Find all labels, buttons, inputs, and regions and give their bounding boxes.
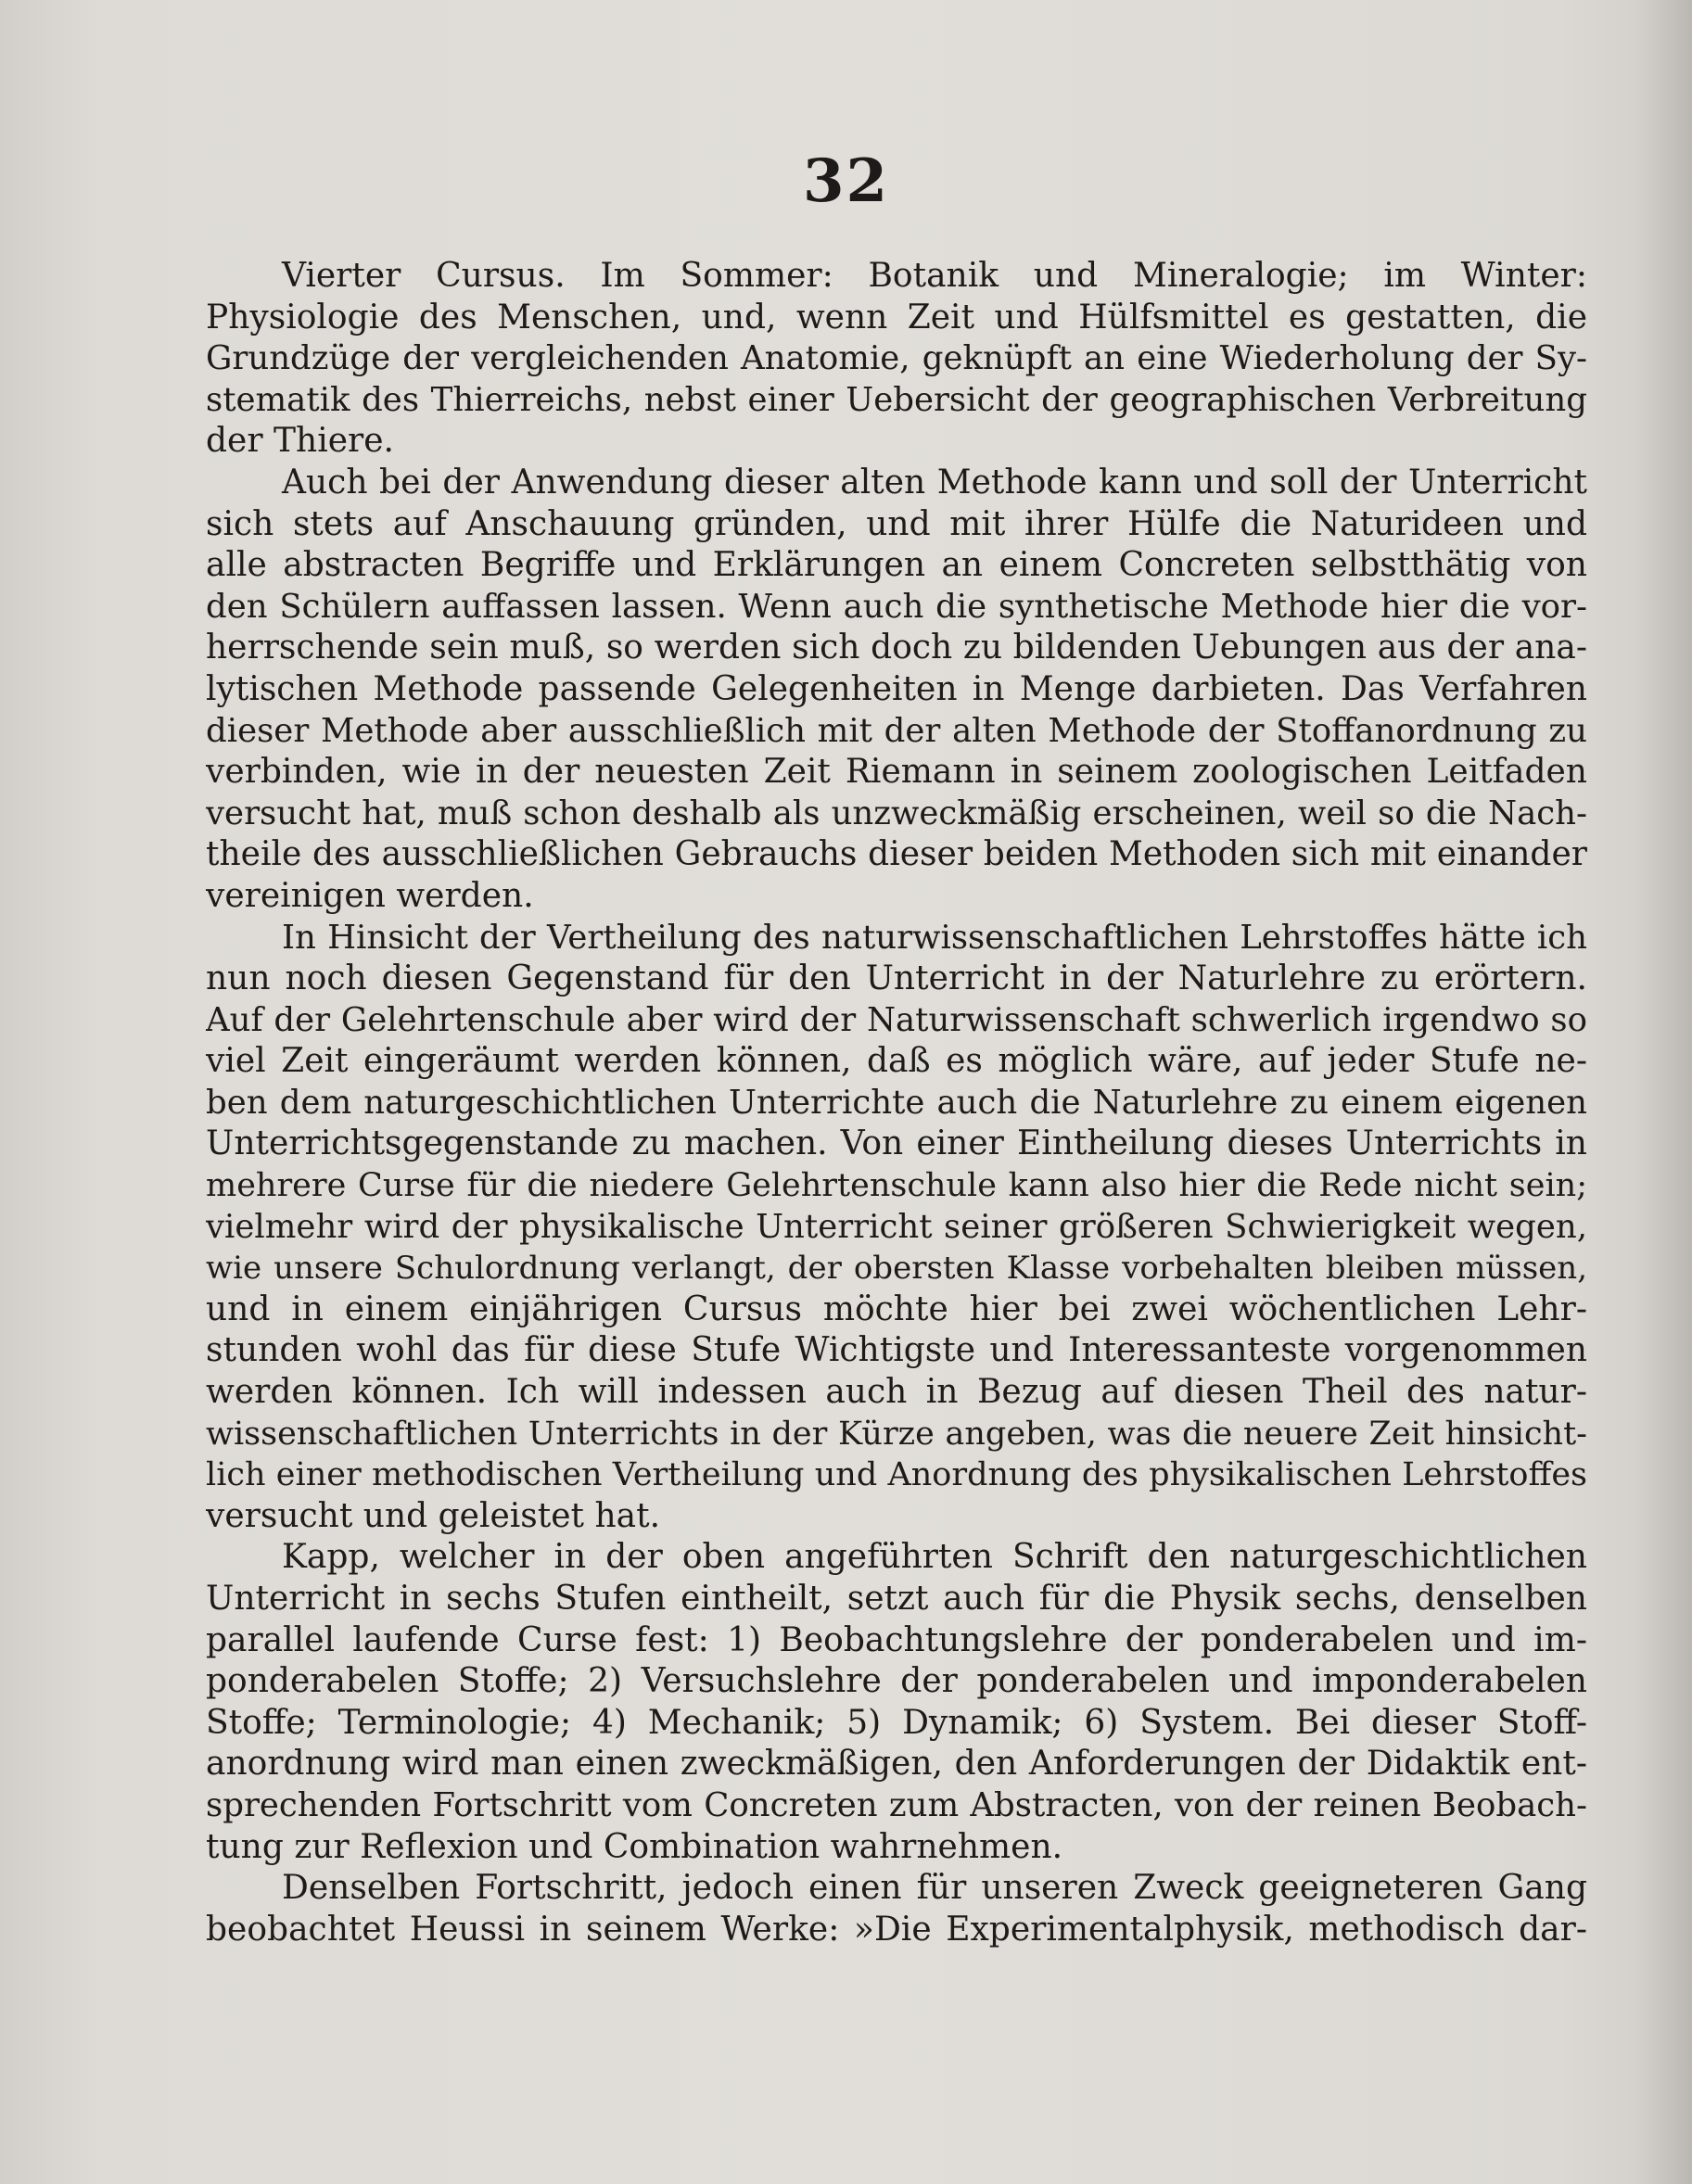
text-line: tung zur Reflexion und Combination wahrnehmen. xyxy=(206,1827,1063,1866)
text-line: vereinigen werden. xyxy=(206,876,534,915)
text-line: stunden wohl das für diese Stufe Wichtigste und Interessanteste vorgenommen xyxy=(206,1331,1587,1370)
text-line: lich einer methodischen Vertheilung und Anordnung des physikalischen Lehrstoffes xyxy=(206,1456,1587,1494)
text-line: der Thiere. xyxy=(206,422,394,461)
text-line: vielmehr wird der physikalische Unterricht seiner größeren Schwierigkeit wegen, xyxy=(206,1207,1587,1246)
text-line: Kapp, welcher in der oben angeführten Schrift den naturgeschichtlichen xyxy=(282,1538,1587,1577)
text-line: Unterricht in sechs Stufen eintheilt, setzt auch für die Physik sechs, denselben xyxy=(206,1580,1587,1618)
text-line: Stoffe; Terminologie; 4) Mechanik; 5) Dynamik; 6) System. Bei dieser Stoff- xyxy=(206,1703,1587,1742)
text-line: ben dem naturgeschichtlichen Unterrichte auch die Naturlehre zu einem eigenen xyxy=(206,1083,1587,1122)
page-edge-shadow xyxy=(1636,0,1692,2184)
text-line: werden können. Ich will indessen auch in Bezug auf diesen Theil des natur- xyxy=(206,1373,1587,1412)
text-line: lytischen Methode passende Gelegenheiten in Menge darbieten. Das Verfahren xyxy=(206,669,1587,708)
text-line: und in einem einjährigen Cursus möchte hier bei zwei wöchentlichen Lehr- xyxy=(206,1289,1587,1328)
text-line: stematik des Thierreichs, nebst einer Uebersicht der geographischen Verbreitung xyxy=(206,380,1587,419)
text-line: wie unsere Schulordnung verlangt, der obersten Klasse vorbehalten bleiben müssen, xyxy=(206,1250,1587,1288)
text-line: Physiologie des Menschen, und, wenn Zeit und Hülfsmittel es gestatten, die xyxy=(206,298,1587,336)
text-line: sprechenden Fortschritt vom Concreten zum Abstracten, von der reinen Beobach- xyxy=(206,1785,1587,1824)
text-line: theile des ausschließlichen Gebrauchs dieser beiden Methoden sich mit einander xyxy=(206,835,1587,874)
text-line: ponderabelen Stoffe; 2) Versuchslehre der ponderabelen und imponderabelen xyxy=(206,1662,1587,1701)
text-line: dieser Methode aber ausschließlich mit der alten Methode der Stoffanordnung zu xyxy=(206,711,1587,750)
text-line: beobachtet Heussi in seinem Werke: »Die Experimentalphysik, methodisch dar- xyxy=(206,1910,1587,1949)
text-line: versucht und geleistet hat. xyxy=(206,1496,661,1535)
text-line: Grundzüge der vergleichenden Anatomie, geknüpft an eine Wiederholung der Sy- xyxy=(206,339,1587,378)
text-line: Auch bei der Anwendung dieser alten Methode kann und soll der Unterricht xyxy=(282,463,1587,502)
text-line: viel Zeit eingeräumt werden können, daß es möglich wäre, auf jeder Stufe ne- xyxy=(206,1042,1587,1081)
text-line: Denselben Fortschritt, jedoch einen für unseren Zweck geeigneteren Gang xyxy=(282,1869,1587,1908)
text-line: In Hinsicht der Vertheilung des naturwissenschaftlichen Lehrstoffes hätte ich xyxy=(282,918,1587,957)
page-number: 32 xyxy=(802,146,890,216)
text-line: verbinden, wie in der neuesten Zeit Riemann in seinem zoologischen Leitfaden xyxy=(206,753,1587,792)
text-line: sich stets auf Anschauung gründen, und mit ihrer Hülfe die Naturideen und xyxy=(206,504,1587,543)
text-line: anordnung wird man einen zweckmäßigen, den Anforderungen der Didaktik ent- xyxy=(206,1745,1587,1784)
text-line: parallel laufende Curse fest: 1) Beobachtungslehre der ponderabelen und im- xyxy=(206,1620,1587,1659)
body-text xyxy=(206,256,1587,1950)
text-line: herrschende sein muß, so werden sich doch zu bildenden Uebungen aus der ana- xyxy=(206,629,1587,667)
text-line: wissenschaftlichen Unterrichts in der Kürze angeben, was die neuere Zeit hinsicht- xyxy=(206,1415,1587,1453)
text-line: mehrere Curse für die niedere Gelehrtenschule kann also hier die Rede nicht sein; xyxy=(206,1167,1587,1205)
text-line: alle abstracten Begriffe und Erklärungen an einem Concreten selbstthätig von xyxy=(206,546,1587,585)
text-line: Unterrichtsgegenstande zu machen. Von einer Eintheilung dieses Unterrichts in xyxy=(206,1124,1587,1163)
text-line: Auf der Gelehrtenschule aber wird der Naturwissenschaft schwerlich irgendwo so xyxy=(206,1000,1587,1039)
text-line: versucht hat, muß schon deshalb als unzweckmäßig erscheinen, weil so die Nach- xyxy=(206,794,1587,832)
text-line: Vierter Cursus. Im Sommer: Botanik und Mineralogie; im Winter: xyxy=(282,257,1587,295)
text-line: den Schülern auffassen lassen. Wenn auch die synthetische Methode hier die vor- xyxy=(206,587,1587,626)
text-line: nun noch diesen Gegenstand für den Unterricht in der Naturlehre zu erörtern. xyxy=(206,959,1587,998)
